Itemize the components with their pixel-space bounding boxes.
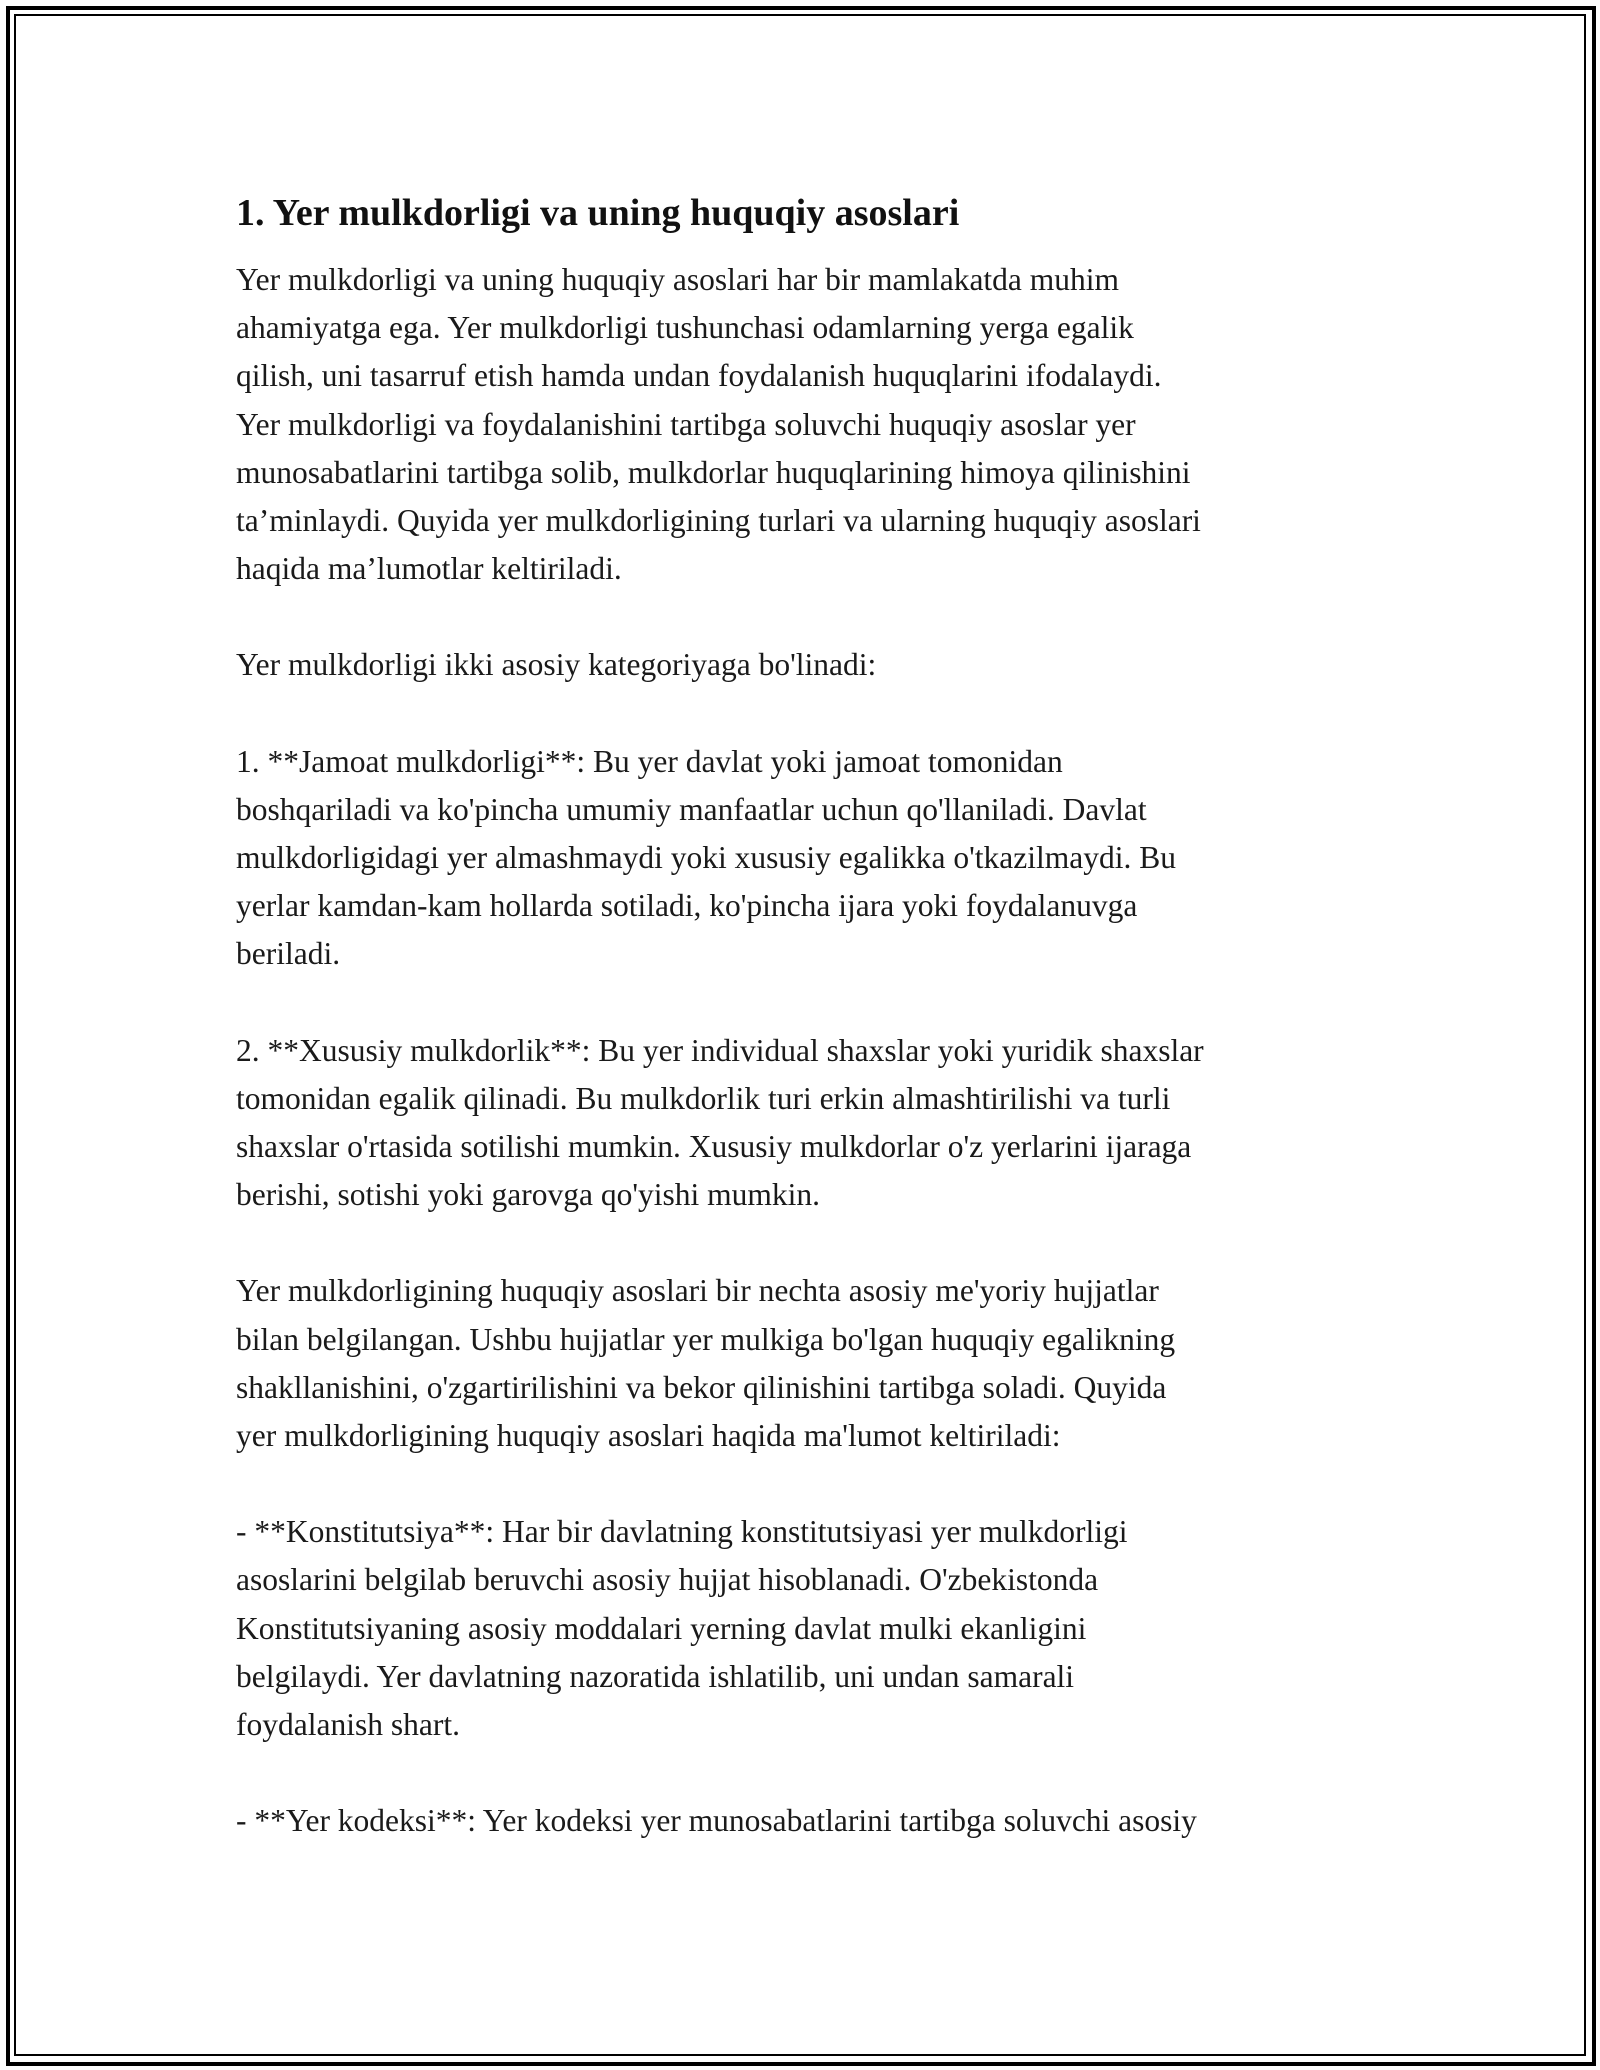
text-line: bilan belgilangan. Ushbu hujjatlar yer mulkiga bo'lgan huquqiy egalikning — [236, 1321, 1176, 1357]
text-line: - **Konstitutsiya**: Har bir davlatning konstitutsiyasi yer mulkdorligi — [236, 1514, 1128, 1550]
text-line: asoslarini belgilab beruvchi asosiy hujjat hisoblanadi. O'zbekistonda — [236, 1562, 1099, 1598]
text-line: boshqariladi va ko'pincha umumiy manfaatlar uchun qo'llaniladi. Davlat — [236, 791, 1147, 827]
text-line: yerlar kamdan-kam hollarda sotiladi, ko'pincha ijara yoki foydalanuvga — [236, 888, 1138, 924]
text-line: - **Yer kodeksi**: Yer kodeksi yer munosabatlarini tartibga soluvchi asosiy — [236, 1803, 1197, 1839]
text-line: 2. **Xususiy mulkdorlik**: Bu yer individual shaxslar yoki yuridik shaxslar — [236, 1032, 1204, 1068]
paragraph-categories — [236, 641, 1376, 689]
text-line: mulkdorligidagi yer almashmaydi yoki xususiy egalikka o'tkazilmaydi. Bu — [236, 840, 1177, 876]
text-line: Yer mulkdorligining huquqiy asoslari bir nechta asosiy me'yoriy hujjatlar — [236, 1273, 1159, 1309]
text-line: foydalanish shart. — [236, 1707, 460, 1743]
text-line: berishi, sotishi yoki garovga qo'yishi mumkin. — [236, 1177, 821, 1213]
paragraph-constitution — [236, 1508, 1376, 1749]
paragraph-legal-basis — [236, 1267, 1376, 1460]
paragraph-public-ownership — [236, 738, 1376, 979]
section-heading: 1. Yer mulkdorligi va uning huquqiy asoslari — [236, 192, 960, 234]
text-line: qilish, uni tasarruf etish hamda undan foydalanish huquqlarini ifodalaydi. — [236, 358, 1162, 394]
text-line: yer mulkdorligining huquqiy asoslari haqida ma'lumot keltiriladi: — [236, 1418, 1061, 1454]
text-line: shaxslar o'rtasida sotilishi mumkin. Xususiy mulkdorlar o'z yerlarini ijaraga — [236, 1129, 1192, 1165]
paragraph-private-ownership — [236, 1027, 1376, 1220]
paragraph-land-code — [236, 1797, 1376, 1845]
text-line: ahamiyatga ega. Yer mulkdorligi tushunchasi odamlarning yerga egalik — [236, 310, 1134, 346]
text-line: 1. **Jamoat mulkdorligi**: Bu yer davlat yoki jamoat tomonidan — [236, 743, 1063, 779]
text-line: tomonidan egalik qilinadi. Bu mulkdorlik turi erkin almashtirilishi va turli — [236, 1080, 1171, 1116]
text-line: ta’minlaydi. Quyida yer mulkdorligining turlari va ularning huquqiy asoslari — [236, 503, 1201, 539]
paragraph-intro — [236, 256, 1376, 593]
text-line: Yer mulkdorligi ikki asosiy kategoriyaga bo'linadi: — [236, 647, 877, 683]
text-line: beriladi. — [236, 936, 341, 972]
text-line: shakllanishini, o'zgartirilishini va bekor qilinishini tartibga soladi. Quyida — [236, 1369, 1167, 1405]
text-line: belgilaydi. Yer davlatning nazoratida ishlatilib, uni undan samarali — [236, 1658, 1075, 1694]
text-line: Yer mulkdorligi va uning huquqiy asoslari har bir mamlakatda muhim — [236, 262, 1120, 297]
document-body — [236, 188, 1376, 1893]
text-line: haqida ma’lumotlar keltiriladi. — [236, 551, 622, 587]
text-line: munosabatlarini tartibga solib, mulkdorlar huquqlarining himoya qilinishini — [236, 454, 1191, 490]
text-line: Konstitutsiyaning asosiy moddalari yerning davlat mulki ekanligini — [236, 1610, 1087, 1646]
text-line: Yer mulkdorligi va foydalanishini tartibga soluvchi huquqiy asoslar yer — [236, 406, 1136, 442]
